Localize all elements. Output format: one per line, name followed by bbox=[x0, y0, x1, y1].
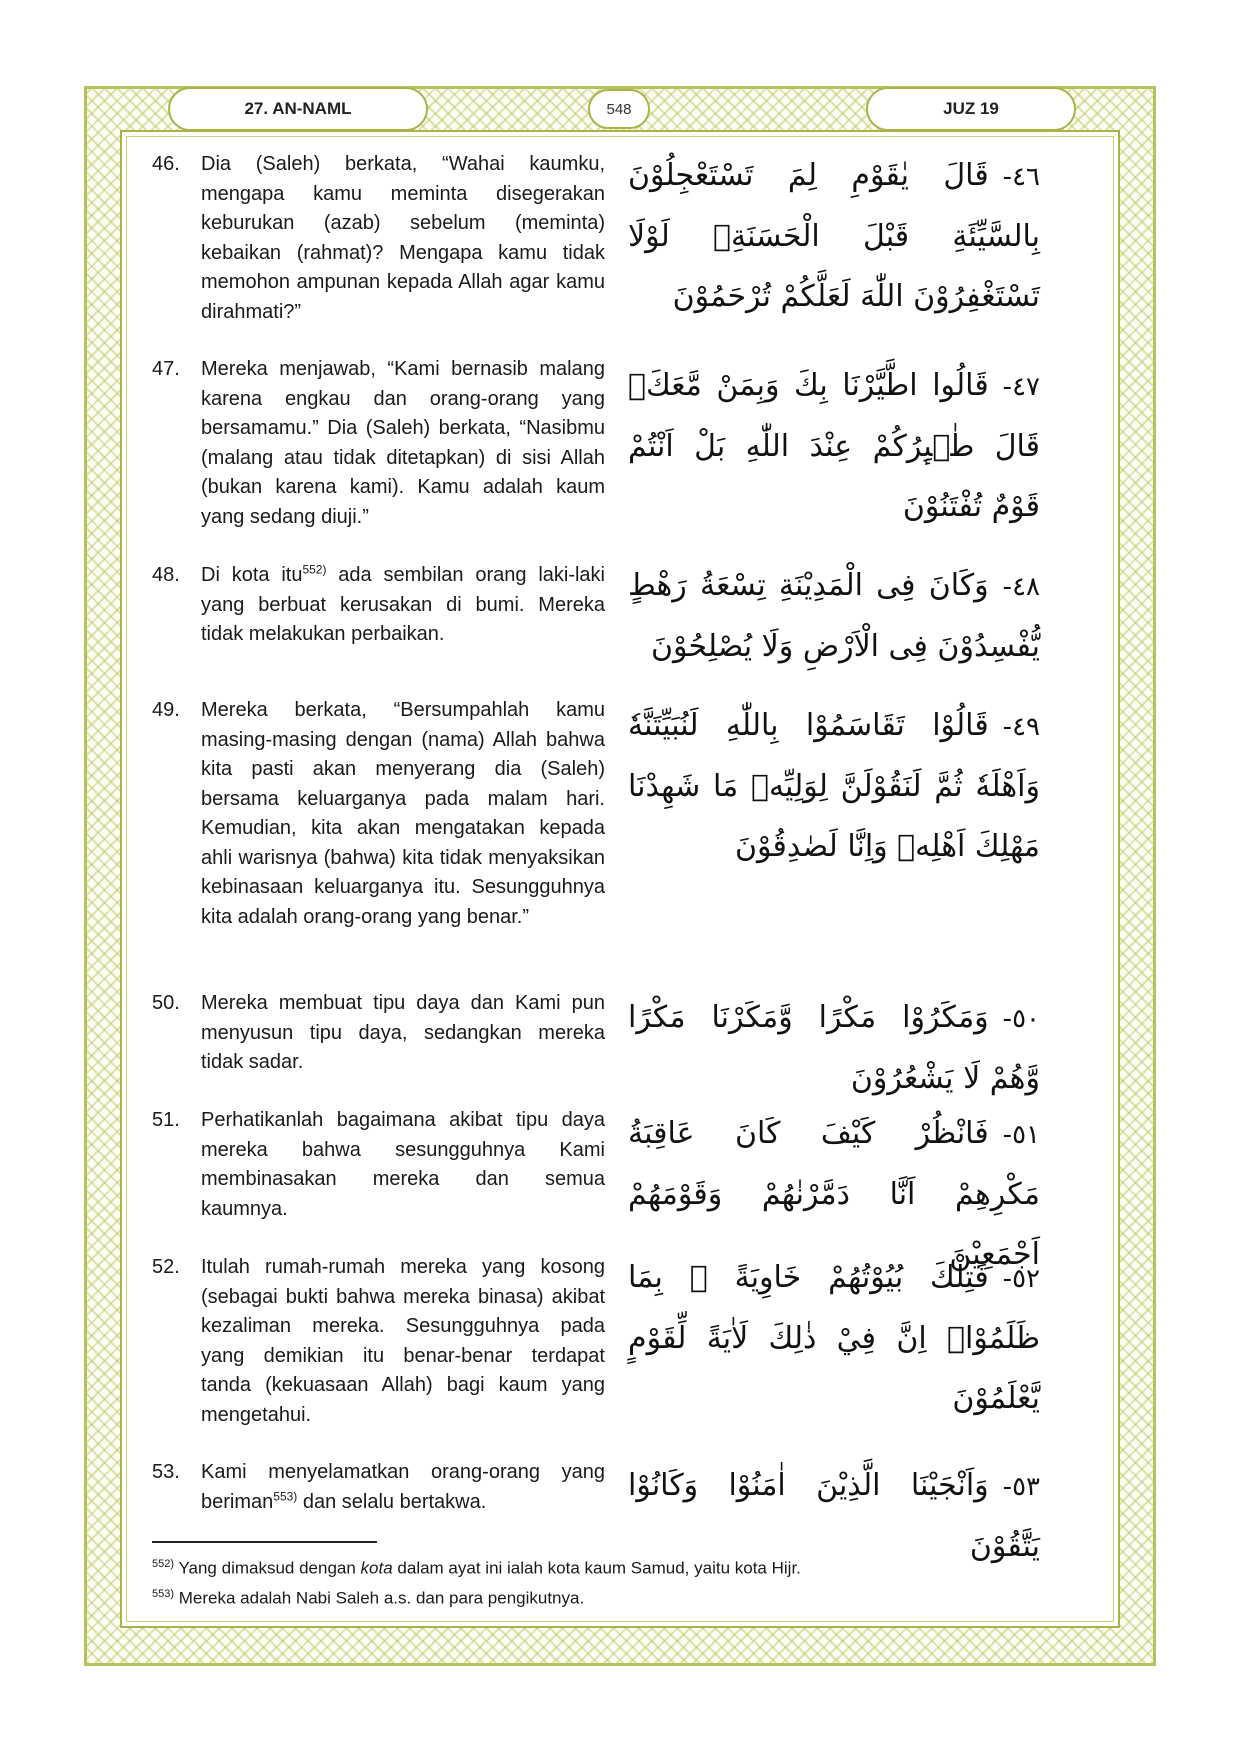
arabic-verse-number-52: ٥٢- bbox=[1002, 1264, 1040, 1294]
arabic-text-53: وَاَنْجَيْنَا الَّذِيْنَ اٰمَنُوْا وَكَانُوْا يَتَّقُوْنَ bbox=[628, 1468, 1040, 1564]
verse-48-text-start: Di kota itu bbox=[201, 564, 303, 586]
arabic-verse-number-48: ٤٨- bbox=[1002, 572, 1040, 602]
verse-translation-48 bbox=[201, 561, 605, 650]
arabic-verse-number-53: ٥٣- bbox=[1002, 1472, 1040, 1502]
verse-translation-52: Itulah rumah-rumah mereka yang kosong (sebagai bukti bahwa mereka binasa) akibat kezaliman mereka. Sesungguhnya pada yang demikian itu benar-benar terdapat tanda (kekuasaan Allah) bagi kaum yang mengetahui. bbox=[201, 1256, 605, 1426]
verse-53-text-start: Kami menyelamatkan orang-orang yang beriman bbox=[201, 1461, 605, 1513]
footnote-ref-553[interactable]: 553) bbox=[273, 1488, 298, 1503]
verse-arabic-47 bbox=[628, 356, 1040, 537]
verse-48-text-end: ada sembilan orang laki-laki yang berbuat kerusakan di bumi. Mereka tidak melakukan perbaikan. bbox=[201, 564, 605, 645]
verse-translation-49: Mereka berkata, “Bersumpahlah kamu masing-masing dengan (nama) Allah bahwa kita pasti akan menyerang dia (Saleh) bersama keluarganya pada malam hari. Kemudian, kita akan mengatakan kepada ahli warisnya (bahwa) kita tidak menyaksikan kebinasaan keluarganya itu. Sesungguhnya kita adalah orang-orang yang benar.” bbox=[201, 699, 605, 928]
footnote-552-marker: 552) bbox=[152, 1558, 175, 1570]
juz-label: JUZ 19 bbox=[866, 87, 1076, 131]
verse-number-48: 48. bbox=[152, 564, 180, 586]
verse-number-47: 47. bbox=[152, 358, 180, 380]
arabic-text-52: فَتِلْكَ بُيُوْتُهُمْ خَاوِيَةً ۢ بِمَا ظَلَمُوْاۗ اِنَّ فِيْ ذٰلِكَ لَاٰيَةً لِّقَوْمٍ يَّعْلَمُوْنَ bbox=[628, 1260, 1040, 1416]
arabic-verse-number-46: ٤٦- bbox=[1002, 162, 1040, 192]
arabic-text-50: وَمَكَرُوْا مَكْرًا وَّمَكَرْنَا مَكْرًا وَّهُمْ لَا يَشْعُرُوْنَ bbox=[628, 1000, 1040, 1096]
footnote-552-text-end: dalam ayat ini ialah kota kaum Samud, yaitu kota Hijr. bbox=[392, 1558, 801, 1578]
footnote-552 bbox=[152, 1553, 801, 1580]
arabic-text-46: قَالَ يٰقَوْمِ لِمَ تَسْتَعْجِلُوْنَ بِالسَّيِّئَةِ قَبْلَ الْحَسَنَةِۚ لَوْلَا تَسْتَغْفِرُوْنَ اللّٰهَ لَعَلَّكُمْ تُرْحَمُوْنَ bbox=[628, 158, 1040, 314]
surah-title-label: 27. AN-NAML bbox=[168, 87, 428, 131]
verse-arabic-50 bbox=[628, 988, 1040, 1109]
verse-translation-51: Perhatikanlah bagaimana akibat tipu daya mereka bahwa sesungguhnya Kami membinasakan mereka dan semua kaumnya. bbox=[201, 1109, 605, 1220]
verse-number-51: 51. bbox=[152, 1109, 180, 1131]
verse-arabic-48 bbox=[628, 556, 1040, 677]
arabic-verse-number-51: ٥١- bbox=[1002, 1120, 1040, 1150]
verse-number-50: 50. bbox=[152, 992, 180, 1014]
footnote-ref-552[interactable]: 552) bbox=[302, 562, 327, 577]
page-number: 548 bbox=[588, 89, 650, 129]
verse-number-53: 53. bbox=[152, 1461, 180, 1483]
verse-number-49: 49. bbox=[152, 699, 180, 721]
verse-number-52: 52. bbox=[152, 1256, 180, 1278]
arabic-verse-number-50: ٥٠- bbox=[1002, 1004, 1040, 1034]
verse-arabic-52 bbox=[628, 1248, 1040, 1429]
verse-53-text-end: dan selalu bertakwa. bbox=[297, 1490, 487, 1513]
arabic-text-48: وَكَانَ فِى الْمَدِيْنَةِ تِسْعَةُ رَهْطٍ يُّفْسِدُوْنَ فِى الْاَرْضِ وَلَا يُصْلِحُوْنَ bbox=[628, 568, 1040, 664]
footnote-553-text: Mereka adalah Nabi Saleh a.s. dan para pengikutnya. bbox=[174, 1588, 585, 1608]
arabic-verse-number-49: ٤٩- bbox=[1002, 712, 1040, 742]
footnote-552-emphasis: kota bbox=[360, 1558, 393, 1578]
arabic-verse-number-47: ٤٧- bbox=[1002, 372, 1040, 402]
verse-translation-47: Mereka menjawab, “Kami bernasib malang karena engkau dan orang-orang yang bersamamu.” Dia (Saleh) berkata, “Nasibmu (malang atau tidak ditetapkan) di sisi Allah (bukan karena kami). Kamu adalah kaum yang sedang diuji.” bbox=[201, 358, 605, 528]
verse-translation-53 bbox=[201, 1458, 605, 1517]
verse-translation-50: Mereka membuat tipu daya dan Kami pun menyusun tipu daya, sedangkan mereka tidak sadar. bbox=[201, 992, 605, 1073]
verse-number-46: 46. bbox=[152, 153, 180, 175]
verse-arabic-49 bbox=[628, 696, 1040, 877]
verse-translation-46: Dia (Saleh) berkata, “Wahai kaumku, mengapa kamu meminta disegerakan keburukan (azab) sebelum (meminta) kebaikan (rahmat)? Mengapa kamu tidak memohon ampunan kepada Allah agar kamu dirahmati?” bbox=[201, 153, 605, 323]
footnote-552-text-start: Yang dimaksud dengan bbox=[174, 1558, 361, 1578]
arabic-text-51: فَانْظُرْ كَيْفَ كَانَ عَاقِبَةُ مَكْرِهِمْ اَنَّا دَمَّرْنٰهُمْ وَقَوْمَهُمْ اَجْمَعِيْنَ bbox=[628, 1116, 1040, 1272]
arabic-text-47: قَالُوا اطَّيَّرْنَا بِكَ وَبِمَنْ مَّعَكَۗ قَالَ طٰۤىِٕرُكُمْ عِنْدَ اللّٰهِ بَلْ اَنْتُمْ قَوْمٌ تُفْتَنُوْنَ bbox=[628, 368, 1040, 524]
footnote-divider bbox=[152, 1541, 377, 1543]
footnote-553-marker: 553) bbox=[152, 1588, 175, 1600]
footnote-553 bbox=[152, 1583, 584, 1610]
verse-arabic-46 bbox=[628, 146, 1040, 327]
arabic-text-49: قَالُوْا تَقَاسَمُوْا بِاللّٰهِ لَنُبَيِّتَنَّهٗ وَاَهْلَهٗ ثُمَّ لَنَقُوْلَنَّ لِوَلِيِّهٖ مَا شَهِدْنَا مَهْلِكَ اَهْلِهٖ وَاِنَّا لَصٰدِقُوْنَ bbox=[628, 708, 1040, 864]
